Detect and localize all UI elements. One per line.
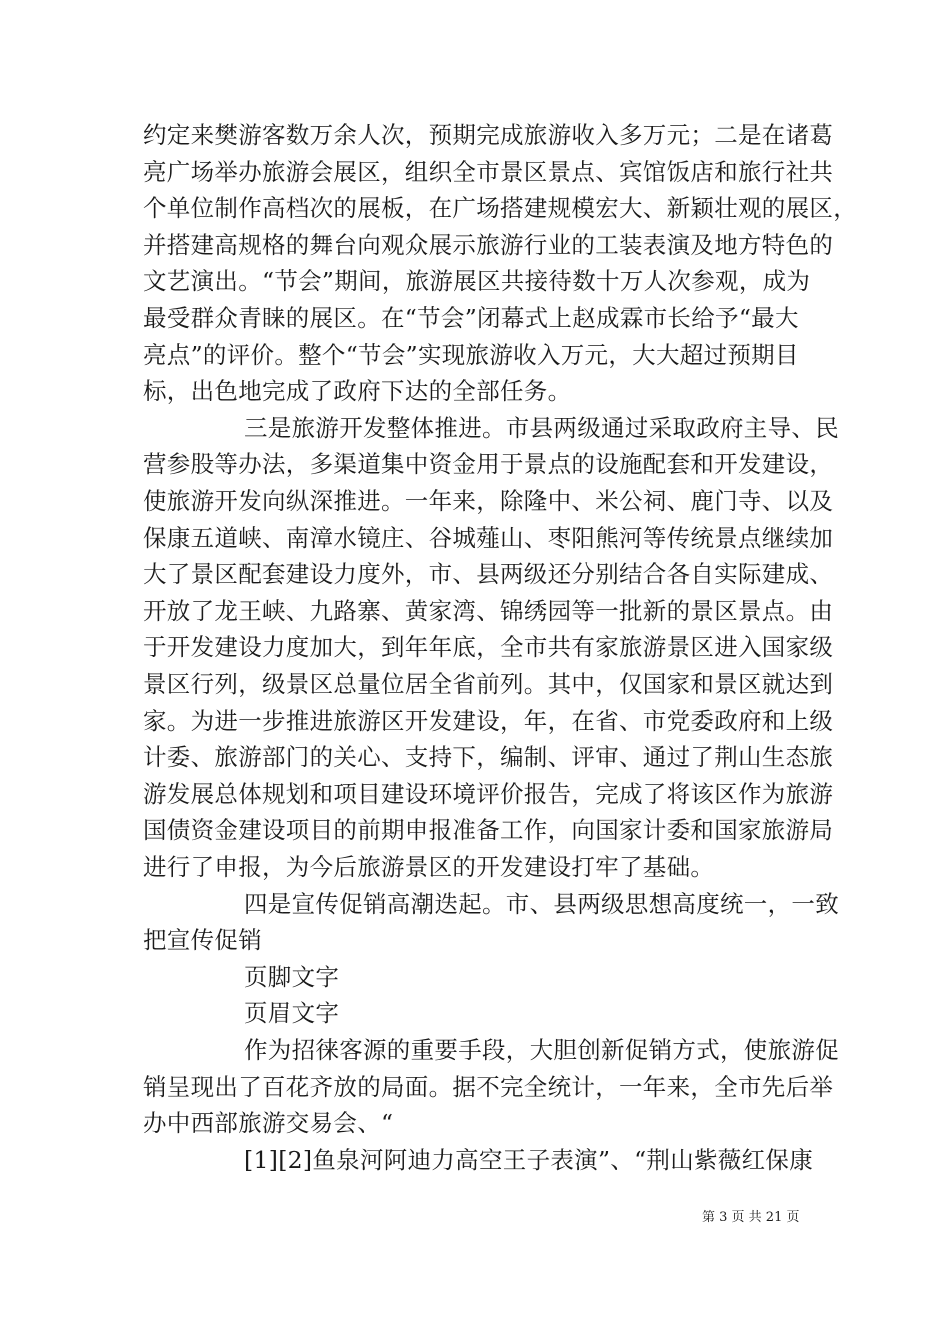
text-line: 销呈现出了百花齐放的局面。据不完全统计，一年来，全市先后举	[143, 1072, 834, 1101]
text-line: 开放了龙王峡、九路寨、黄家湾、锦绣园等一批新的景区景点。由	[143, 596, 834, 625]
text-line: 把宣传促销	[143, 926, 262, 955]
text-line: 使旅游开发向纵深推进。一年来，除隆中、米公祠、鹿门寺、以及	[143, 487, 834, 515]
paragraph-start-line: 四是宣传促销高潮迭起。市、县两级思想高度统一，一致	[244, 889, 839, 918]
text-line: 景区行列，级景区总量位居全省前列。其中，仅国家和景区就达到	[143, 670, 834, 698]
text-line: 亮广场举办旅游会展区，组织全市景区景点、宾馆饭店和旅行社共	[143, 157, 834, 186]
paragraph-start-line: 三是旅游开发整体推进。市县两级通过采取政府主导、民	[244, 413, 839, 442]
text-line: 计委、旅游部门的关心、支持下，编制、评审、通过了荆山生态旅	[143, 743, 834, 772]
footer-placeholder-text: 页脚文字	[244, 962, 340, 991]
text-line: 约定来樊游客数万余人次，预期完成旅游收入多万元；二是在诸葛	[143, 121, 834, 149]
text-line: 亮点”的评价。整个“节会”实现旅游收入万元，大大超过预期目	[143, 340, 799, 369]
text-line: 进行了申报，为今后旅游景区的开发建设打牢了基础。	[143, 853, 715, 881]
text-line: 保康五道峡、南漳水镜庄、谷城薤山、枣阳熊河等传统景点继续加	[143, 523, 834, 552]
text-line: 最受群众青睐的展区。在“节会”闭幕式上赵成霖市长给予“最大	[143, 304, 799, 332]
text-line: 于开发建设力度加大，到年年底，全市共有家旅游景区进入国家级	[143, 633, 834, 662]
text-line: 并搭建高规格的舞台向观众展示旅游行业的工装表演及地方特色的	[143, 230, 834, 259]
text-line: 文艺演出。“节会”期间，旅游展区共接待数十万人次参观，成为	[143, 267, 811, 296]
text-line: 游发展总体规划和项目建设环境评价报告，完成了将该区作为旅游	[143, 779, 834, 808]
text-line: 标，出色地完成了政府下达的全部任务。	[143, 377, 572, 406]
text-line: 个单位制作高档次的展板，在广场搭建规模宏大、新颖壮观的展区，	[143, 194, 857, 223]
paragraph-start-line: 作为招徕客源的重要手段，大胆创新促销方式，使旅游促	[244, 1036, 839, 1064]
text-line: 大了景区配套建设力度外，市、县两级还分别结合各自实际建成、	[143, 560, 834, 589]
text-line: 营参股等办法，多渠道集中资金用于景点的设施配套和开发建设，	[143, 450, 834, 479]
text-line: 办中西部旅游交易会、“	[143, 1109, 394, 1138]
text-line: 家。为进一步推进旅游区开发建设，年，在省、市党委政府和上级	[143, 706, 834, 735]
header-placeholder-text: 页眉文字	[244, 999, 340, 1028]
text-line: 国债资金建设项目的前期申报准备工作，向国家计委和国家旅游局	[143, 816, 834, 845]
page-number-footer: 第 3 页 共 21 页	[702, 1210, 800, 1225]
paragraph-start-line: [1][2]鱼泉河阿迪力高空王子表演”、“荆山紫薇红保康	[244, 1145, 814, 1174]
